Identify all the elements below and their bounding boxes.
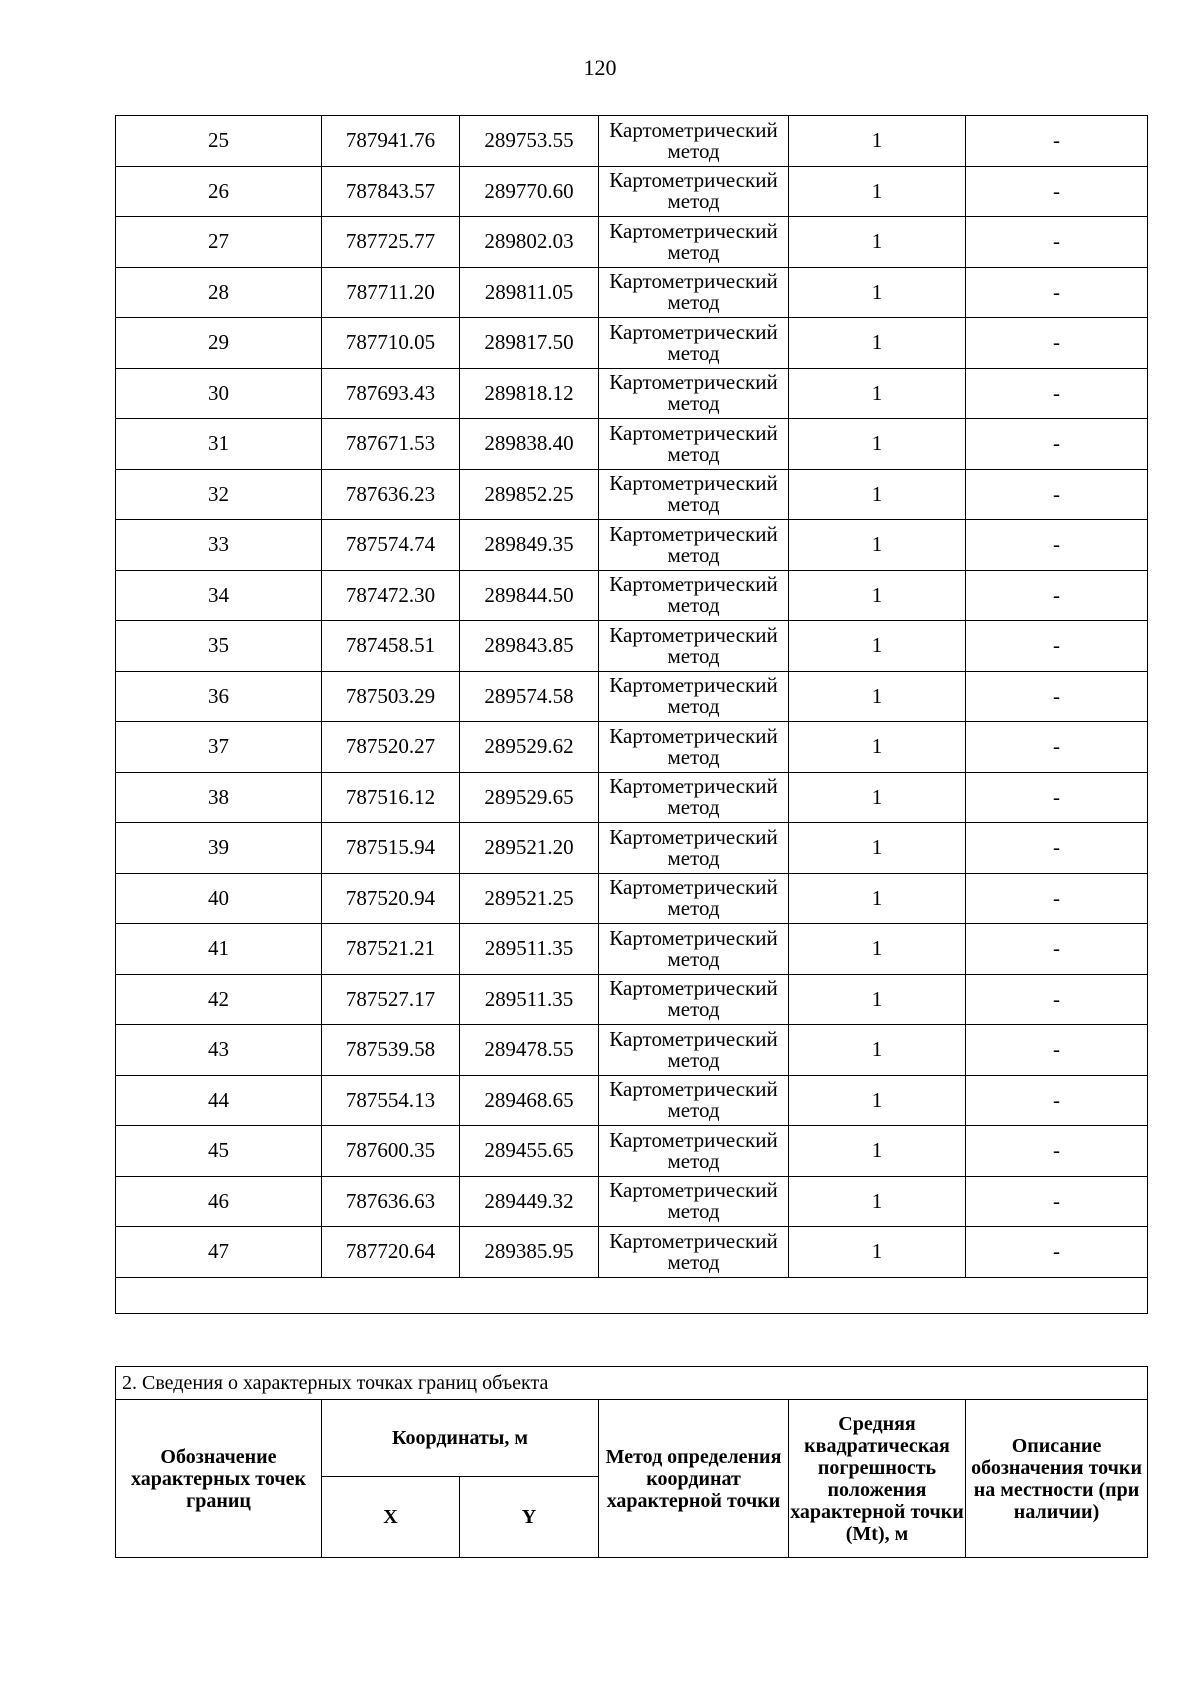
point-id-cell: 33 (116, 520, 322, 571)
table-row (116, 621, 1148, 672)
accuracy-cell: 1 (789, 772, 966, 823)
point-id-cell: 38 (116, 772, 322, 823)
point-id-cell: 26 (116, 166, 322, 217)
point-id-cell: 35 (116, 621, 322, 672)
accuracy-cell: 1 (789, 671, 966, 722)
page-number: 120 (583, 55, 617, 80)
accuracy-cell: 1 (789, 116, 966, 167)
y-coordinate-cell: 289753.55 (460, 116, 599, 167)
method-cell: Картометрический метод (599, 823, 789, 874)
x-coordinate-cell: 787458.51 (322, 621, 460, 672)
method-cell: Картометрический метод (599, 671, 789, 722)
method-cell: Картометрический метод (599, 267, 789, 318)
x-coordinate-cell: 787843.57 (322, 166, 460, 217)
x-coordinate-cell: 787710.05 (322, 318, 460, 369)
point-id-cell: 39 (116, 823, 322, 874)
accuracy-cell: 1 (789, 974, 966, 1025)
table-row (116, 974, 1148, 1025)
method-cell: Картометрический метод (599, 772, 789, 823)
table-row (116, 217, 1148, 268)
table-row (116, 823, 1148, 874)
x-coordinate-cell: 787503.29 (322, 671, 460, 722)
y-coordinate-cell: 289449.32 (460, 1176, 599, 1227)
description-cell: - (966, 469, 1148, 520)
method-cell: Картометрический метод (599, 974, 789, 1025)
header-description: Описание обозначения точки на местности (при наличии) (966, 1400, 1148, 1558)
table-row (116, 267, 1148, 318)
x-coordinate-cell: 787941.76 (322, 116, 460, 167)
x-coordinate-cell: 787521.21 (322, 924, 460, 975)
description-cell: - (966, 974, 1148, 1025)
point-id-cell: 37 (116, 722, 322, 773)
method-cell: Картометрический метод (599, 520, 789, 571)
method-cell: Картометрический метод (599, 116, 789, 167)
x-coordinate-cell: 787527.17 (322, 974, 460, 1025)
y-coordinate-cell: 289468.65 (460, 1075, 599, 1126)
point-id-cell: 34 (116, 570, 322, 621)
accuracy-cell: 1 (789, 1075, 966, 1126)
description-cell: - (966, 166, 1148, 217)
point-id-cell: 41 (116, 924, 322, 975)
point-id-cell: 44 (116, 1075, 322, 1126)
method-cell: Картометрический метод (599, 1126, 789, 1177)
x-coordinate-cell: 787574.74 (322, 520, 460, 571)
y-coordinate-cell: 289529.62 (460, 722, 599, 773)
method-cell: Картометрический метод (599, 873, 789, 924)
y-coordinate-cell: 289802.03 (460, 217, 599, 268)
table-row (116, 1176, 1148, 1227)
description-cell: - (966, 570, 1148, 621)
empty-cell (116, 1277, 1148, 1313)
x-coordinate-cell: 787693.43 (322, 368, 460, 419)
y-coordinate-cell: 289811.05 (460, 267, 599, 318)
y-coordinate-cell: 289521.25 (460, 873, 599, 924)
method-cell: Картометрический метод (599, 469, 789, 520)
header-point-designation: Обозначение характерных точек границ (116, 1400, 322, 1558)
y-coordinate-cell: 289455.65 (460, 1126, 599, 1177)
description-cell: - (966, 823, 1148, 874)
accuracy-cell: 1 (789, 520, 966, 571)
description-cell: - (966, 318, 1148, 369)
header-accuracy: Средняя квадратическая погрешность положения характерной точки (Mt), м (789, 1400, 966, 1558)
point-id-cell: 30 (116, 368, 322, 419)
y-coordinate-cell: 289838.40 (460, 419, 599, 470)
y-coordinate-cell: 289385.95 (460, 1227, 599, 1278)
table-row (116, 368, 1148, 419)
point-id-cell: 32 (116, 469, 322, 520)
accuracy-cell: 1 (789, 1227, 966, 1278)
description-cell: - (966, 116, 1148, 167)
x-coordinate-cell: 787720.64 (322, 1227, 460, 1278)
y-coordinate-cell: 289529.65 (460, 772, 599, 823)
y-coordinate-cell: 289478.55 (460, 1025, 599, 1076)
table-row (116, 772, 1148, 823)
table-empty-row (116, 1277, 1148, 1313)
accuracy-cell: 1 (789, 823, 966, 874)
table-row (116, 520, 1148, 571)
accuracy-cell: 1 (789, 469, 966, 520)
table-row (116, 469, 1148, 520)
y-coordinate-cell: 289844.50 (460, 570, 599, 621)
x-coordinate-cell: 787725.77 (322, 217, 460, 268)
method-cell: Картометрический метод (599, 924, 789, 975)
method-cell: Картометрический метод (599, 318, 789, 369)
point-id-cell: 36 (116, 671, 322, 722)
description-cell: - (966, 621, 1148, 672)
x-coordinate-cell: 787636.23 (322, 469, 460, 520)
method-cell: Картометрический метод (599, 570, 789, 621)
accuracy-cell: 1 (789, 166, 966, 217)
y-coordinate-cell: 289843.85 (460, 621, 599, 672)
coordinates-table-body (116, 116, 1148, 1314)
x-coordinate-cell: 787516.12 (322, 772, 460, 823)
x-coordinate-cell: 787520.94 (322, 873, 460, 924)
description-cell: - (966, 368, 1148, 419)
section2-title: 2. Сведения о характерных точках границ объекта (116, 1367, 1148, 1400)
table-row (116, 1025, 1148, 1076)
description-cell: - (966, 1025, 1148, 1076)
accuracy-cell: 1 (789, 1176, 966, 1227)
header-y: Y (460, 1477, 599, 1558)
point-id-cell: 29 (116, 318, 322, 369)
y-coordinate-cell: 289511.35 (460, 974, 599, 1025)
y-coordinate-cell: 289770.60 (460, 166, 599, 217)
accuracy-cell: 1 (789, 570, 966, 621)
accuracy-cell: 1 (789, 1025, 966, 1076)
point-id-cell: 27 (116, 217, 322, 268)
description-cell: - (966, 1227, 1148, 1278)
accuracy-cell: 1 (789, 873, 966, 924)
table-row (116, 1227, 1148, 1278)
accuracy-cell: 1 (789, 368, 966, 419)
header-x: X (322, 1477, 460, 1558)
point-id-cell: 31 (116, 419, 322, 470)
y-coordinate-cell: 289818.12 (460, 368, 599, 419)
description-cell: - (966, 722, 1148, 773)
accuracy-cell: 1 (789, 318, 966, 369)
point-id-cell: 45 (116, 1126, 322, 1177)
x-coordinate-cell: 787600.35 (322, 1126, 460, 1177)
accuracy-cell: 1 (789, 924, 966, 975)
y-coordinate-cell: 289511.35 (460, 924, 599, 975)
x-coordinate-cell: 787554.13 (322, 1075, 460, 1126)
method-cell: Картометрический метод (599, 1075, 789, 1126)
table-row (116, 671, 1148, 722)
description-cell: - (966, 1075, 1148, 1126)
method-cell: Картометрический метод (599, 621, 789, 672)
x-coordinate-cell: 787520.27 (322, 722, 460, 773)
description-cell: - (966, 671, 1148, 722)
table-row (116, 570, 1148, 621)
x-coordinate-cell: 787515.94 (322, 823, 460, 874)
x-coordinate-cell: 787539.58 (322, 1025, 460, 1076)
y-coordinate-cell: 289574.58 (460, 671, 599, 722)
accuracy-cell: 1 (789, 621, 966, 672)
table-row (116, 166, 1148, 217)
point-id-cell: 46 (116, 1176, 322, 1227)
section2-table (115, 1366, 1148, 1558)
y-coordinate-cell: 289521.20 (460, 823, 599, 874)
point-id-cell: 40 (116, 873, 322, 924)
method-cell: Картометрический метод (599, 217, 789, 268)
point-id-cell: 47 (116, 1227, 322, 1278)
description-cell: - (966, 772, 1148, 823)
description-cell: - (966, 1126, 1148, 1177)
table-row (116, 722, 1148, 773)
method-cell: Картометрический метод (599, 1025, 789, 1076)
description-cell: - (966, 520, 1148, 571)
point-id-cell: 42 (116, 974, 322, 1025)
table-row (116, 318, 1148, 369)
description-cell: - (966, 217, 1148, 268)
method-cell: Картометрический метод (599, 1176, 789, 1227)
y-coordinate-cell: 289852.25 (460, 469, 599, 520)
accuracy-cell: 1 (789, 722, 966, 773)
accuracy-cell: 1 (789, 419, 966, 470)
method-cell: Картометрический метод (599, 722, 789, 773)
x-coordinate-cell: 787711.20 (322, 267, 460, 318)
accuracy-cell: 1 (789, 217, 966, 268)
accuracy-cell: 1 (789, 1126, 966, 1177)
table-row (116, 1126, 1148, 1177)
header-method: Метод определения координат характерной точки (599, 1400, 789, 1558)
coordinates-table (115, 115, 1148, 1314)
description-cell: - (966, 1176, 1148, 1227)
x-coordinate-cell: 787636.63 (322, 1176, 460, 1227)
method-cell: Картометрический метод (599, 1227, 789, 1278)
point-id-cell: 25 (116, 116, 322, 167)
table-row (116, 873, 1148, 924)
x-coordinate-cell: 787472.30 (322, 570, 460, 621)
table-row (116, 1075, 1148, 1126)
header-coordinates: Координаты, м (322, 1400, 599, 1477)
method-cell: Картометрический метод (599, 419, 789, 470)
y-coordinate-cell: 289849.35 (460, 520, 599, 571)
method-cell: Картометрический метод (599, 166, 789, 217)
point-id-cell: 28 (116, 267, 322, 318)
point-id-cell: 43 (116, 1025, 322, 1076)
table-row (116, 116, 1148, 167)
accuracy-cell: 1 (789, 267, 966, 318)
description-cell: - (966, 419, 1148, 470)
method-cell: Картометрический метод (599, 368, 789, 419)
description-cell: - (966, 873, 1148, 924)
table-row (116, 419, 1148, 470)
x-coordinate-cell: 787671.53 (322, 419, 460, 470)
y-coordinate-cell: 289817.50 (460, 318, 599, 369)
description-cell: - (966, 267, 1148, 318)
description-cell: - (966, 924, 1148, 975)
table-row (116, 924, 1148, 975)
